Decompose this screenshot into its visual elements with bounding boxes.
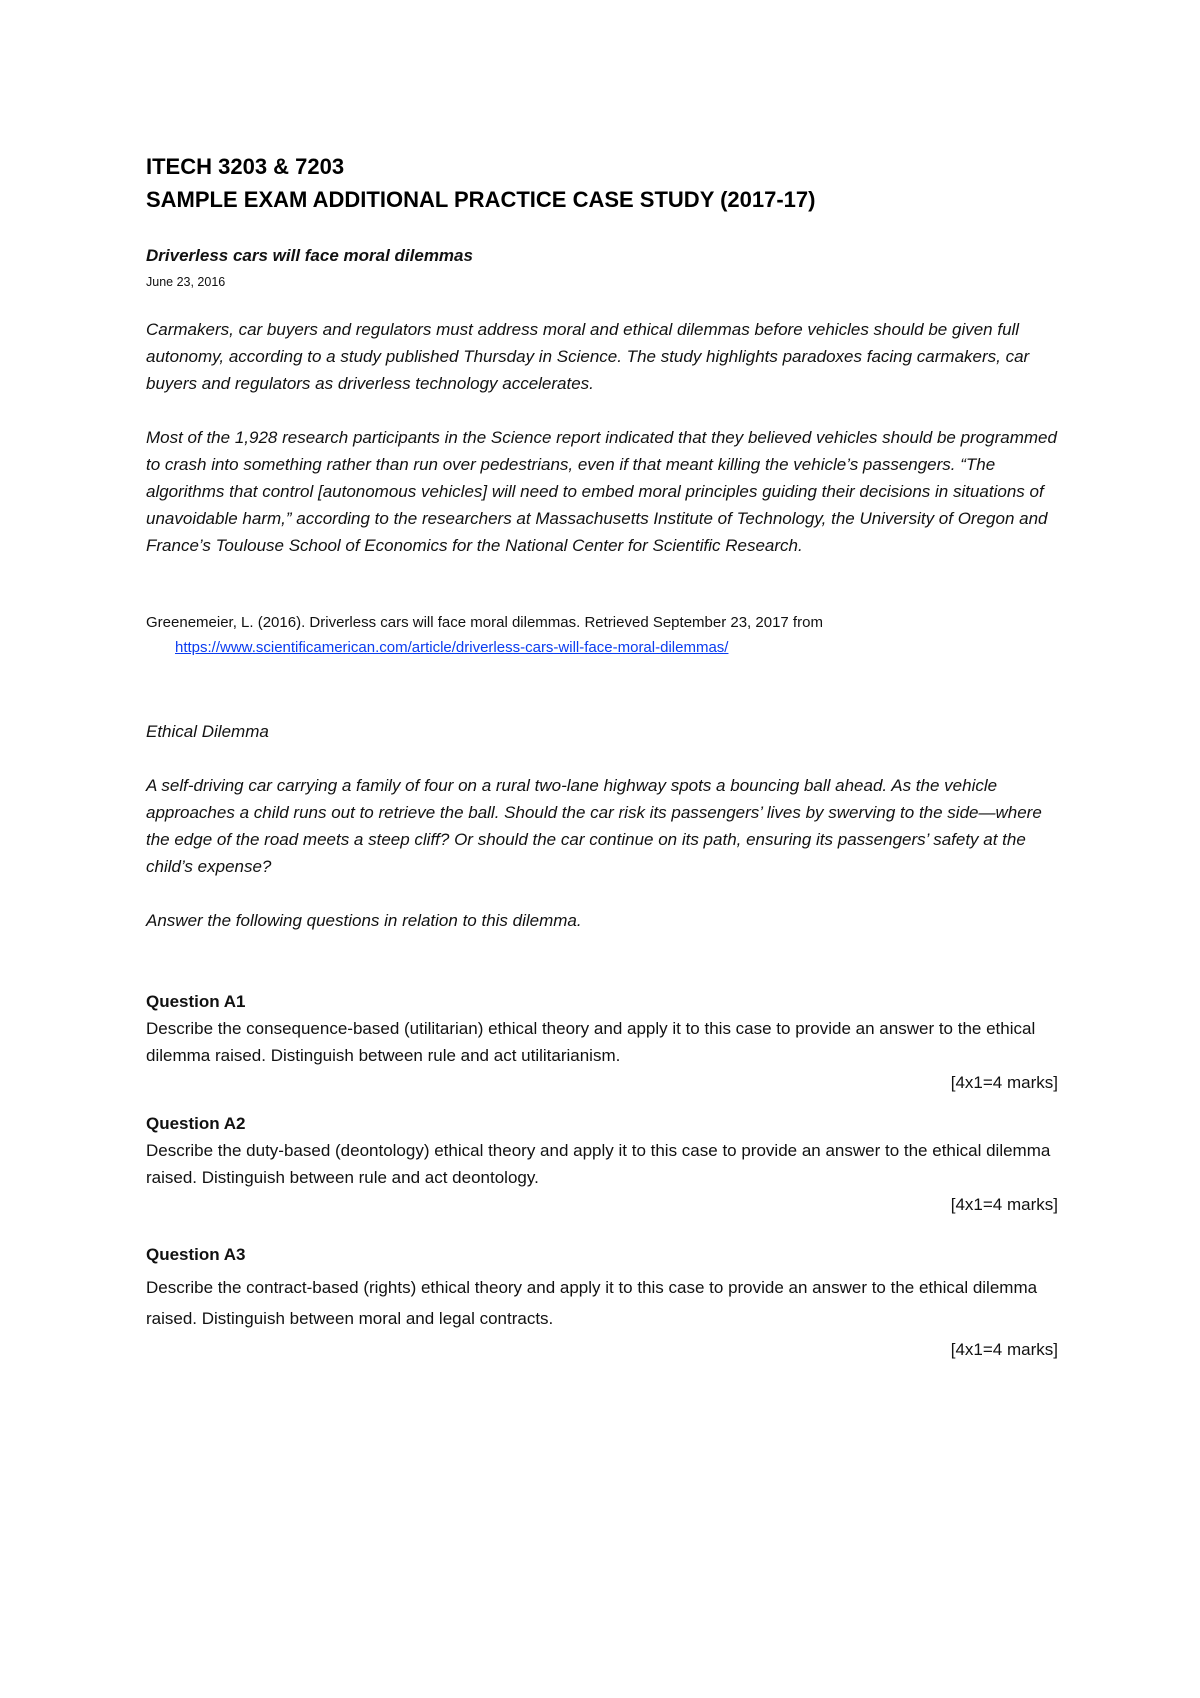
question-a2	[146, 1110, 1058, 1218]
question-title: Question A2	[146, 1114, 246, 1133]
question-marks: [4x1=4 marks]	[950, 1195, 1058, 1214]
document-content	[146, 150, 1058, 1363]
article-paragraph-2: Most of the 1,928 research participants in the Science report indicated that they believed vehicles should be programmed to crash into something rather than run over pedestrians, even if that meant killing the vehicle’s passengers. “The algorithms that control [autonomous vehicles] will need to embed moral principles guiding their decisions in situations of unavoidable harm,” according to the researchers at Massachusetts Institute of Technology, the University of Oregon and France’s Toulouse School of Economics for the National Center for Scientific Research.	[146, 428, 1057, 555]
question-title: Question A1	[146, 992, 246, 1011]
question-marks: [4x1=4 marks]	[950, 1340, 1058, 1359]
question-text: Describe the contract-based (rights) ethical theory and apply it to this case to provide an answer to the ethical dilemma raised. Distinguish between moral and legal contracts.	[146, 1278, 1038, 1328]
document-title: SAMPLE EXAM ADDITIONAL PRACTICE CASE STUDY (2017-17)	[146, 187, 816, 212]
reference-link[interactable]: https://www.scientificamerican.com/article/driverless-cars-will-face-moral-dilemmas/	[175, 639, 729, 656]
reference-text: Greenemeier, L. (2016). Driverless cars will face moral dilemmas. Retrieved September 23, 2017 from	[146, 614, 823, 631]
dilemma-title: Ethical Dilemma	[146, 722, 269, 741]
question-a1	[146, 988, 1058, 1096]
reference-citation	[146, 610, 1058, 660]
article-title: Driverless cars will face moral dilemmas	[146, 246, 473, 265]
question-a3	[146, 1241, 1058, 1363]
course-code: ITECH 3203 & 7203	[146, 154, 345, 179]
article-paragraph-1: Carmakers, car buyers and regulators must address moral and ethical dilemmas before vehicles should be given full autonomy, according to a study published Thursday in Science. The study highlights paradoxes facing carmakers, car buyers and regulators as driverless technology accelerates.	[146, 320, 1030, 393]
dilemma-instruction: Answer the following questions in relation to this dilemma.	[146, 911, 582, 930]
dilemma-text: A self-driving car carrying a family of four on a rural two-lane highway spots a bouncing ball ahead. As the vehicle approaches a child runs out to retrieve the ball. Should the car risk its passengers’ lives by swerving to the side—where the edge of the road meets a steep cliff? Or should the car continue on its path, ensuring its passengers’ safety at the child’s expense?	[146, 776, 1042, 876]
article-date: June 23, 2016	[146, 275, 226, 289]
question-title: Question A3	[146, 1245, 246, 1264]
question-text: Describe the consequence-based (utilitarian) ethical theory and apply it to this case to provide an answer to the ethical dilemma raised. Distinguish between rule and act utilitarianism.	[146, 1019, 1036, 1065]
question-text: Describe the duty-based (deontology) ethical theory and apply it to this case to provide an answer to the ethical dilemma raised. Distinguish between rule and act deontology.	[146, 1141, 1051, 1187]
question-marks: [4x1=4 marks]	[950, 1073, 1058, 1092]
